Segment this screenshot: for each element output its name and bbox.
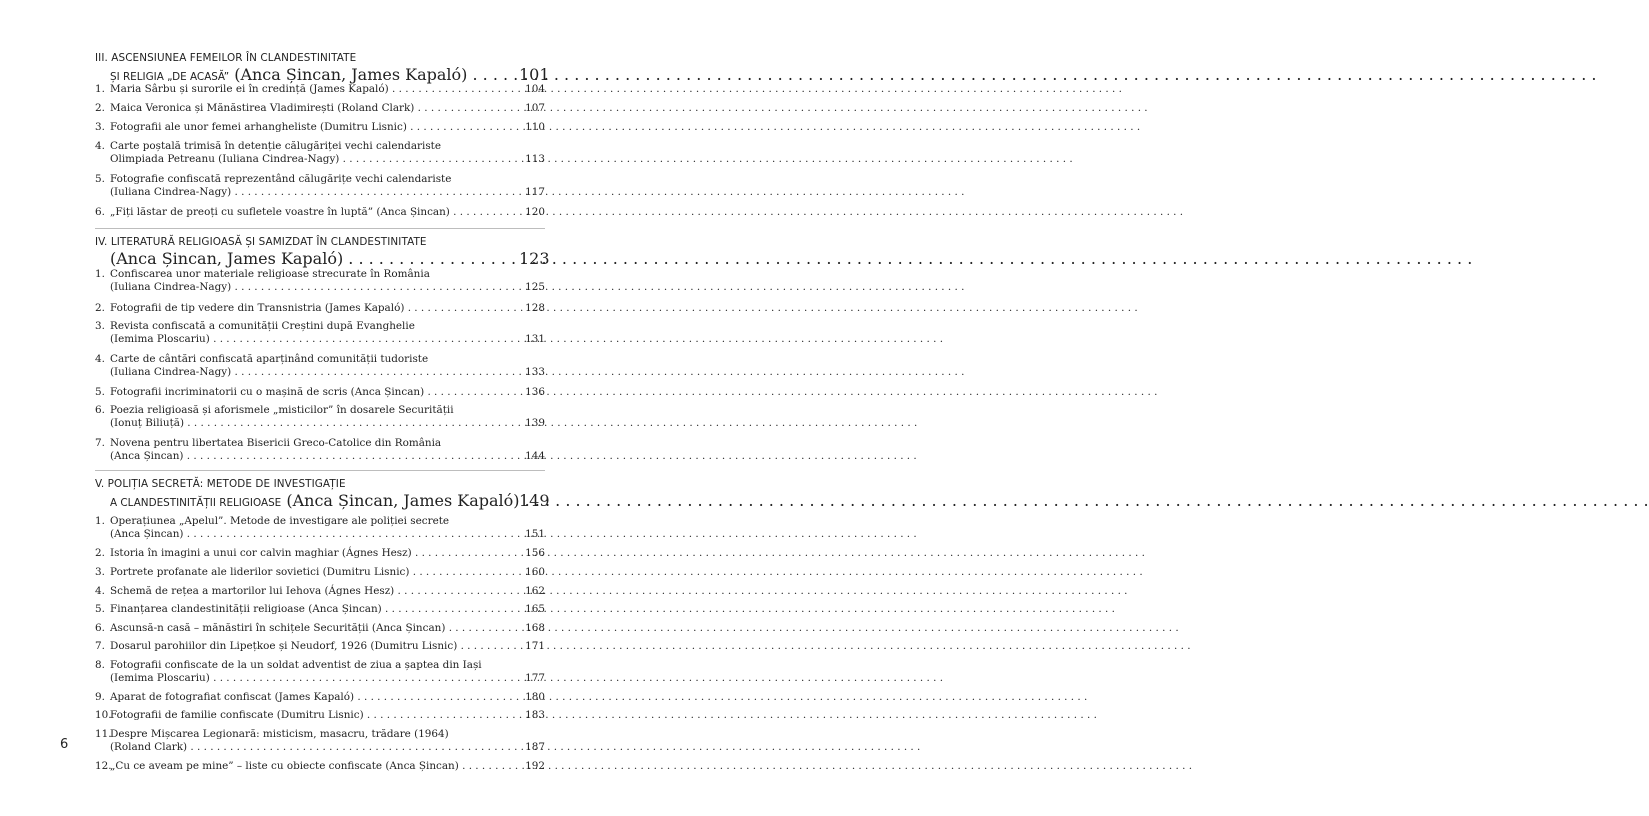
section-authors: (Anca Șincan, James Kapaló) — [281, 491, 520, 510]
toc-entry[interactable] — [95, 709, 545, 722]
section-divider — [95, 470, 545, 471]
page-number: 136 — [525, 386, 545, 398]
toc-entry[interactable] — [95, 206, 545, 219]
page-number: 110 — [525, 121, 545, 133]
toc-entry[interactable] — [95, 386, 545, 399]
section-title: III. ASCENSIUNEA FEMEILOR ÎN CLANDESTINITATE — [95, 52, 357, 64]
entry-title-line: Revista confiscată a comunității Creștini după Evanghelie — [110, 320, 415, 332]
entry-number: 1. — [95, 268, 105, 280]
page-number: 187 — [525, 741, 545, 753]
page-number: 160 — [525, 566, 545, 578]
entry-number: 10. — [95, 709, 112, 721]
entry-number: 6. — [95, 404, 105, 416]
toc-entry[interactable] — [95, 121, 545, 134]
entry-title-line: Carte poștală trimisă în detenție călugăriței vechi calendariste — [110, 140, 441, 152]
entry-title: (Ionuț Biliuță) . . . — [110, 417, 519, 430]
page-number: 123 — [519, 249, 550, 268]
entry-title: Fotografii incriminatorii cu o mașină de scris (Anca Șincan) . . . — [110, 386, 519, 399]
toc-entry[interactable] — [95, 404, 545, 430]
entry-title: (Anca Șincan) . . . — [110, 528, 519, 541]
entry-title: Maica Veronica și Mănăstirea Vladimirești (Roland Clark) . . . — [110, 102, 519, 115]
toc-entry[interactable] — [95, 547, 545, 560]
entry-number: 6. — [95, 206, 105, 218]
section-title: V. POLIȚIA SECRETĂ: METODE DE INVESTIGAȚIE — [95, 478, 346, 490]
entry-title: Ascunsă-n casă – mănăstiri în schițele Securității (Anca Șincan) . . . — [110, 622, 519, 635]
page-number: 101 — [519, 65, 550, 84]
entry-number: 5. — [95, 386, 105, 398]
page-number: 107 — [525, 102, 545, 114]
entry-title: (Roland Clark) . . . — [110, 741, 519, 754]
page-number: 156 — [525, 547, 545, 559]
section-subtitle-row — [95, 65, 550, 84]
entry-number: 8. — [95, 659, 105, 671]
page-number: 151 — [525, 528, 545, 540]
entry-number: 2. — [95, 547, 105, 559]
page-number: 177 — [525, 672, 545, 684]
page-number: 168 — [525, 622, 545, 634]
entry-title-line: Operațiunea „Apelul”. Metode de investigare ale poliției secrete — [110, 515, 450, 527]
entry-title: Fotografii de tip vedere din Transnistria (James Kapaló) . . . — [110, 302, 519, 315]
entry-title: (Iuliana Cindrea-Nagy) . . . — [110, 366, 519, 379]
section-title: IV. LITERATURĂ RELIGIOASĂ ȘI SAMIZDAT ÎN CLANDESTINITATE — [95, 236, 427, 248]
entry-number: 3. — [95, 566, 105, 578]
entry-title: Istoria în imagini a unui cor calvin maghiar (Ágnes Hesz) . . . — [110, 547, 519, 560]
entry-number: 7. — [95, 640, 105, 652]
page-number: 120 — [525, 206, 545, 218]
entry-title: Maria Sârbu și surorile ei în credință (James Kapaló) . . . — [110, 83, 519, 96]
section-divider — [95, 228, 545, 229]
page-number: 192 — [525, 760, 545, 772]
entry-number: 7. — [95, 437, 105, 449]
toc-entry[interactable] — [95, 603, 545, 616]
entry-title: Finanțarea clandestinității religioase (Anca Șincan) . . . — [110, 603, 519, 616]
page-number: 125 — [525, 281, 545, 293]
entry-title-line: Confiscarea unor materiale religioase strecurate în România — [110, 268, 430, 280]
entry-title-line: Carte de cântări confiscată aparținând comunității tudoriste — [110, 353, 429, 365]
entry-title: (Iuliana Cindrea-Nagy) . . . — [110, 281, 519, 294]
entry-title: (Iemima Ploscariu) . . . — [110, 333, 519, 346]
entry-number: 12. — [95, 760, 112, 772]
toc-entry[interactable] — [95, 640, 545, 653]
entry-title: „Cu ce aveam pe mine” – liste cu obiecte confiscate (Anca Șincan) . . . — [110, 760, 519, 773]
page-number: 183 — [525, 709, 545, 721]
entry-number: 5. — [95, 603, 105, 615]
page-number: 165 — [525, 603, 545, 615]
page-number: 104 — [525, 83, 545, 95]
section-heading-iii — [95, 52, 550, 84]
section-subtitle-caps: A CLANDESTINITĂȚII RELIGIOASE — [110, 497, 282, 509]
section-subtitle-row — [95, 491, 550, 510]
toc-entry[interactable] — [95, 437, 545, 463]
toc-entry[interactable] — [95, 140, 545, 166]
toc-entry[interactable] — [95, 302, 545, 315]
entry-number: 2. — [95, 302, 105, 314]
entry-number: 3. — [95, 121, 105, 133]
page-number: 139 — [525, 417, 545, 429]
entry-number: 5. — [95, 173, 105, 185]
entry-number: 2. — [95, 102, 105, 114]
section-heading-v — [95, 478, 550, 510]
entry-title-line: Poezia religioasă și aforismele „misticilor” în dosarele Securității — [110, 404, 454, 416]
toc-entry[interactable] — [95, 268, 545, 294]
toc-entry[interactable] — [95, 173, 545, 199]
entry-title: Schemă de rețea a martorilor lui Iehova (Ágnes Hesz) . . . — [110, 585, 519, 598]
entry-title: (Anca Șincan) . . . — [110, 450, 519, 463]
entry-title-line: Fotografii confiscate de la un soldat adventist de ziua a șaptea din Iași — [110, 659, 482, 671]
toc-entry[interactable] — [95, 659, 545, 685]
entry-title: Olimpiada Petreanu (Iuliana Cindrea-Nagy) . . . — [110, 153, 519, 166]
entry-title: Dosarul parohiilor din Lipețkoe și Neudorf, 1926 (Dumitru Lisnic) . . . — [110, 640, 519, 653]
section-subtitle-caps: ȘI RELIGIA „DE ACASĂ” — [110, 71, 230, 83]
section-authors: (Anca Șincan, James Kapaló) — [229, 65, 468, 84]
page-number: 131 — [525, 333, 545, 345]
entry-number: 1. — [95, 515, 105, 527]
section-authors: (Anca Șincan, James Kapaló) — [110, 249, 344, 268]
entry-title: (Iemima Ploscariu) . . . — [110, 672, 519, 685]
toc-entry[interactable] — [95, 320, 545, 346]
page-number: 117 — [525, 186, 545, 198]
toc-entry[interactable] — [95, 760, 545, 773]
entry-title: „Fiți lăstar de preoți cu sufletele voastre în luptă” (Anca Șincan) . . . — [110, 206, 519, 219]
entry-title: Fotografii ale unor femei arhangheliste (Dumitru Lisnic) . . . — [110, 121, 519, 134]
page-number: 133 — [525, 366, 545, 378]
toc-entry[interactable] — [95, 691, 545, 704]
page-number: 162 — [525, 585, 545, 597]
entry-title-line: Despre Mișcarea Legionară: misticism, masacru, trădare (1964) — [110, 728, 449, 740]
entry-number: 9. — [95, 691, 105, 703]
entry-number: 4. — [95, 585, 105, 597]
toc-entry[interactable] — [95, 566, 545, 579]
toc-page — [0, 0, 614, 816]
entry-title: (Iuliana Cindrea-Nagy) . . . — [110, 186, 519, 199]
toc-entry[interactable] — [95, 585, 545, 598]
page-number: 128 — [525, 302, 545, 314]
page-number: 113 — [525, 153, 545, 165]
toc-entry[interactable] — [95, 622, 545, 635]
entry-title-line: Novena pentru libertatea Bisericii Greco-Catolice din România — [110, 437, 442, 449]
entry-number: 3. — [95, 320, 105, 332]
toc-entry[interactable] — [95, 102, 545, 115]
entry-number: 1. — [95, 83, 105, 95]
entry-number: 11. — [95, 728, 112, 740]
page-number: 180 — [525, 691, 545, 703]
page-number: 149 — [519, 491, 550, 510]
toc-entry[interactable] — [95, 515, 545, 541]
page-number: 171 — [525, 640, 545, 652]
entry-number: 4. — [95, 353, 105, 365]
entry-number: 4. — [95, 140, 105, 152]
folio-page-number: 6 — [60, 737, 69, 752]
section-heading-iv — [95, 236, 550, 268]
section-subtitle-row — [95, 249, 550, 268]
toc-entry[interactable] — [95, 728, 545, 754]
entry-title-line: Fotografie confiscată reprezentând călugărițe vechi calendariste — [110, 173, 452, 185]
page-number: 144 — [525, 450, 545, 462]
entry-number: 6. — [95, 622, 105, 634]
toc-entry[interactable] — [95, 83, 545, 96]
entry-title: Fotografii de familie confiscate (Dumitru Lisnic) . . . — [110, 709, 519, 722]
entry-title: Aparat de fotografiat confiscat (James Kapaló) . . . — [110, 691, 519, 704]
toc-entry[interactable] — [95, 353, 545, 379]
entry-title: Portrete profanate ale liderilor sovietici (Dumitru Lisnic) . . . — [110, 566, 519, 579]
